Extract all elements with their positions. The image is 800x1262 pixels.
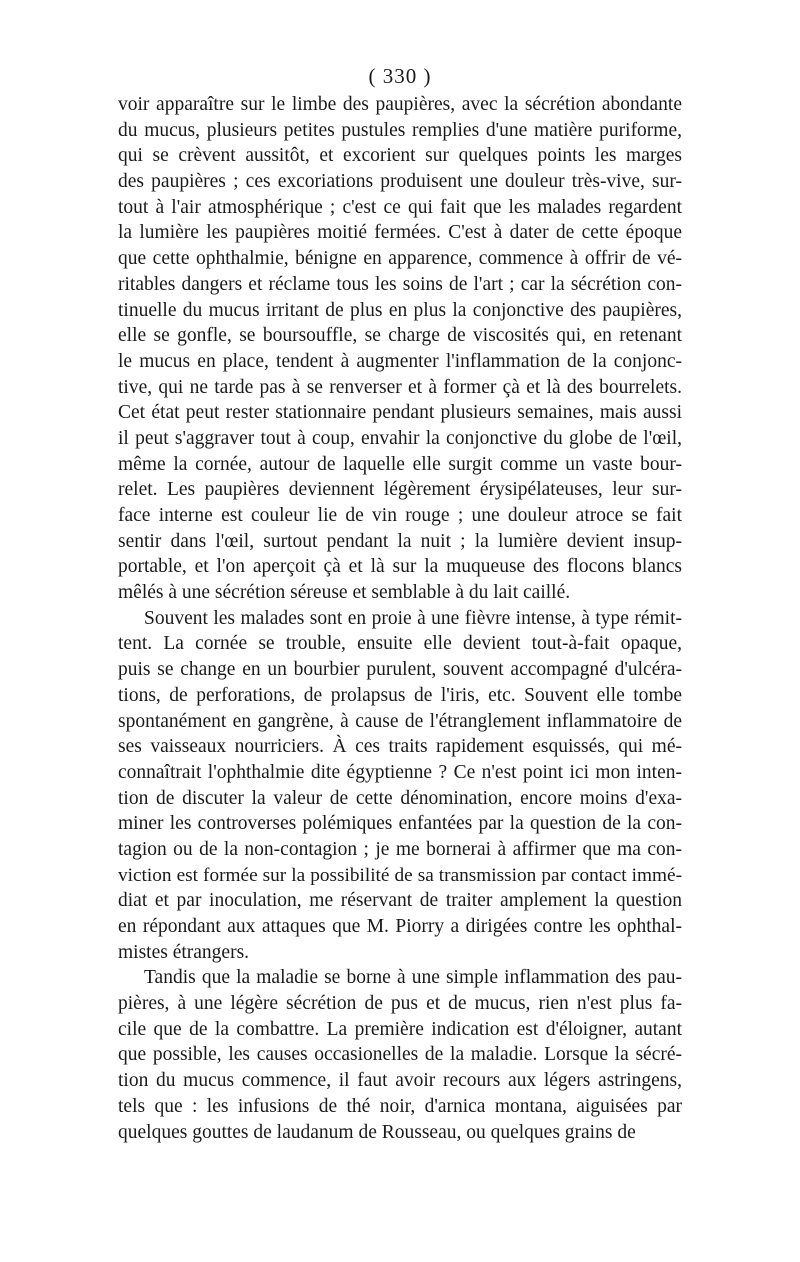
text-line: miner les controverses polémiques enfantées par la question de la con- (118, 813, 682, 835)
text-line: pières, à une légère sécrétion de pus et de mucus, rien n'est plus fa- (118, 993, 682, 1015)
text-line: qui se crèvent aussitôt, et excorient sur quelques points les marges (118, 145, 682, 167)
text-line: en répondant aux attaques que M. Piorry a dirigées contre les ophthal- (118, 916, 682, 937)
text-line: quelques gouttes de laudanum de Rousseau, ou quelques grains de (118, 1121, 636, 1143)
text-line: mistes étrangers. (118, 941, 250, 963)
text-line: Cet état peut rester stationnaire pendant plusieurs semaines, mais aussi (118, 402, 682, 424)
text-line: tion du mucus commence, il faut avoir recours aux légers astringens, (118, 1070, 682, 1092)
text-line: face interne est couleur lie de vin rouge ; une douleur atroce se fait (118, 505, 682, 526)
text-line: connaîtrait l'ophthalmie dite égyptienne ? Ce n'est point ici mon inten- (118, 761, 682, 783)
text-line: Tandis que la maladie se borne à une simple inflammation des pau- (144, 967, 682, 989)
text-line: sentir dans l'œil, surtout pendant la nuit ; la lumière devient insup- (118, 530, 682, 552)
page-number: ( 330 ) (368, 64, 432, 88)
book-page (118, 64, 682, 1145)
text-line: tout à l'air atmosphérique ; c'est ce qui fait que les malades regardent (118, 196, 682, 218)
text-line: tent. La cornée se trouble, ensuite elle devient tout-à-fait opaque, (118, 633, 682, 655)
text-line: mêlés à une sécrétion séreuse et semblable à du lait caillé. (118, 582, 571, 604)
text-line: tion de discuter la valeur de cette dénomination, encore moins d'exa- (118, 787, 682, 809)
text-line: que possible, les causes occasionelles de la maladie. Lorsque la sécré- (118, 1044, 682, 1066)
text-line: tive, qui ne tarde pas à se renverser et à former çà et là des bourrelets. (118, 376, 682, 398)
text-line: tinuelle du mucus irritant de plus en plus la conjonctive des paupières, (118, 299, 682, 321)
text-line: Souvent les malades sont en proie à une fièvre intense, à type rémit- (144, 607, 682, 629)
paragraph (118, 965, 682, 1145)
text-line: elle se gonfle, se boursouffle, se charge de viscosités qui, en retenant (118, 325, 682, 347)
text-line: le mucus en place, tendent à augmenter l'inflammation de la conjonc- (118, 350, 682, 372)
text-line: du mucus, plusieurs petites pustules remplies d'une matière puriforme, (118, 119, 682, 141)
text-line: portable, et l'on aperçoit çà et là sur la muqueuse des flocons blancs (118, 556, 682, 578)
text-line: que cette ophthalmie, bénigne en apparence, commence à offrir de vé- (118, 248, 682, 270)
text-line: diat et par inoculation, me réservant de traiter amplement la question (118, 890, 682, 912)
text-line: cile que de la combattre. La première indication est d'éloigner, autant (118, 1018, 682, 1040)
text-line: tels que : les infusions de thé noir, d'arnica montana, aiguisées par (118, 1095, 682, 1117)
text-line: ritables dangers et réclame tous les soins de l'art ; car la sécrétion con- (118, 273, 682, 295)
text-line: tagion ou de la non-contagion ; je me bornerai à affirmer que ma con- (118, 838, 682, 860)
text-line: viction est formée sur la possibilité de sa transmission par contact immé- (118, 864, 682, 886)
text-line: tions, de perforations, de prolapsus de l'iris, etc. Souvent elle tombe (118, 684, 682, 706)
text-line: la lumière les paupières moitié fermées. C'est à dater de cette époque (118, 222, 682, 244)
text-line: des paupières ; ces excoriations produisent une douleur très-vive, sur- (118, 171, 682, 193)
paragraph (118, 606, 682, 966)
text-line: voir apparaître sur le limbe des paupières, avec la sécrétion abondante (118, 94, 682, 115)
text-line: spontanément en gangrène, à cause de l'étranglement inflammatoire de (118, 710, 682, 732)
paragraph (118, 92, 682, 606)
text-line: il peut s'aggraver tout à coup, envahir la conjonctive du globe de l'œil, (118, 427, 682, 449)
text-body (118, 92, 682, 1145)
text-line: relet. Les paupières deviennent légèrement érysipélateuses, leur sur- (118, 479, 682, 501)
text-line: même la cornée, autour de laquelle elle surgit comme un vaste bour- (118, 453, 682, 475)
text-line: puis se change en un bourbier purulent, souvent accompagné d'ulcéra- (118, 659, 682, 681)
text-line: ses vaisseaux nourriciers. À ces traits rapidement esquissés, qui mé- (118, 736, 682, 758)
